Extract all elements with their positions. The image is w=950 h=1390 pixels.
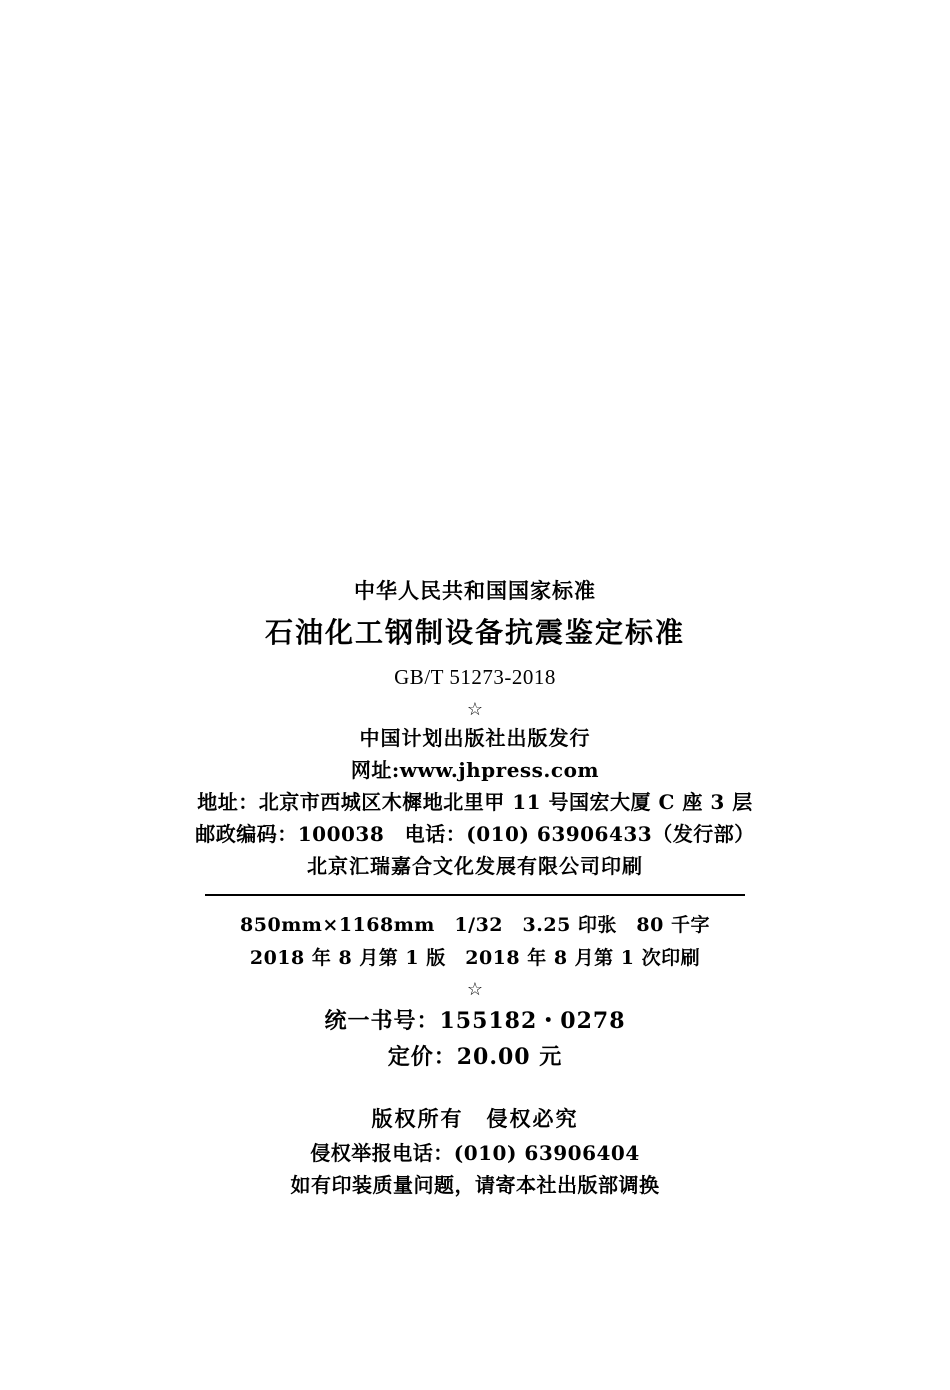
standard-authority: 中华人民共和国国家标准 (354, 578, 596, 603)
colophon-block (0, 580, 950, 1195)
print-specification: 850mm×1168mm 1/32 3.25 印张 80 千字 (240, 914, 710, 936)
star-ornament-icon-2: ☆ (466, 979, 484, 999)
price: 定价：20.00 元 (387, 1044, 563, 1070)
infringement-report-phone: 侵权举报电话：(010) 63906404 (310, 1141, 640, 1165)
unified-book-number: 统一书号：155182・0278 (324, 1008, 626, 1034)
publisher: 中国计划出版社出版发行 (359, 726, 591, 750)
publisher-website: 网址:www.jhpress.com (350, 758, 600, 782)
divider (205, 894, 745, 896)
document-title: 石油化工钢制设备抗震鉴定标准 (264, 616, 685, 649)
publisher-address: 地址：北京市西城区木樨地北里甲 11 号国宏大厦 C 座 3 层 (197, 790, 753, 814)
edition-info: 2018 年 8 月第 1 版 2018 年 8 月第 1 次印刷 (249, 947, 701, 969)
postcode-and-phone: 邮政编码：100038 电话：(010) 63906433（发行部） (195, 822, 755, 846)
quality-notice: 如有印装质量问题，请寄本社出版部调换 (290, 1173, 660, 1197)
copyright-notice: 版权所有 侵权必究 (371, 1106, 579, 1131)
standard-code: GB/T 51273-2018 (394, 665, 556, 689)
star-ornament-icon: ☆ (466, 699, 484, 719)
printer-name: 北京汇瑞嘉合文化发展有限公司印刷 (307, 854, 643, 878)
